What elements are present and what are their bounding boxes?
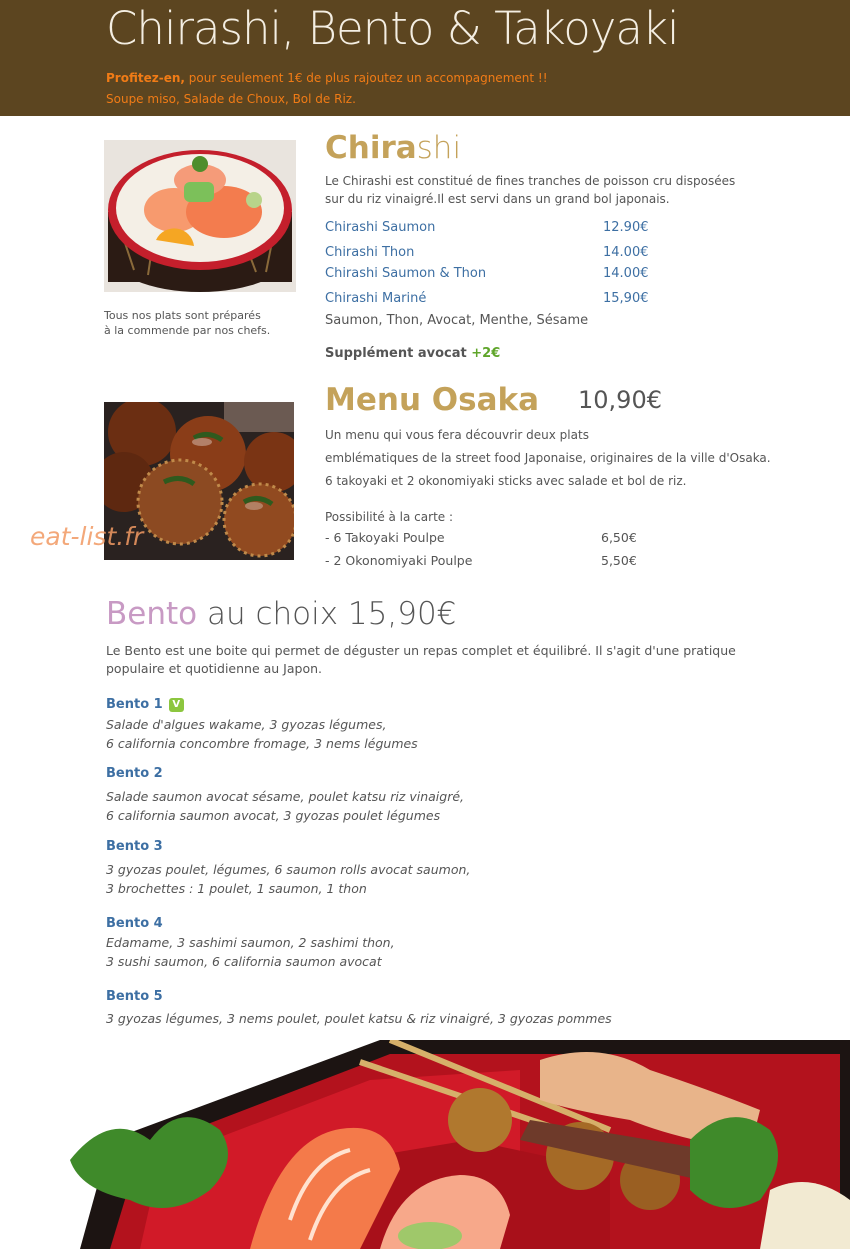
alacarte-item-price: 6,50€ xyxy=(601,530,637,545)
promo-lead: Profitez-en, xyxy=(106,71,185,85)
menu-item-name: Chirashi Saumon & Thon xyxy=(325,266,487,281)
bento-item-line: 3 sushi saumon, 6 california saumon avocat xyxy=(106,954,382,969)
menu-item-price: 14.00€ xyxy=(603,266,649,281)
bento-item-label: Bento 1 xyxy=(106,697,163,712)
bento-item-line: 3 gyozas légumes, 3 nems poulet, poulet katsu & riz vinaigré, 3 gyozas pommes xyxy=(106,1011,612,1026)
bento-item-name: Bento 5 xyxy=(106,989,163,1004)
promo-text xyxy=(106,68,548,110)
bento-item-contents xyxy=(106,933,395,971)
bento-item-name: Bento 3 xyxy=(106,839,163,854)
bento-item-contents xyxy=(106,715,418,753)
bento-item-line: Edamame, 3 sashimi saumon, 2 sashimi thon, xyxy=(106,935,395,950)
bento-item-name: Bento 4 xyxy=(106,916,163,931)
osaka-price: 10,90€ xyxy=(578,386,662,414)
supplement-price: +2€ xyxy=(471,346,501,361)
osaka-description xyxy=(325,424,771,493)
menu-item-price: 15,90€ xyxy=(603,291,649,306)
bento-item-line: 6 california saumon avocat, 3 gyozas poulet légumes xyxy=(106,808,441,823)
bento-item-name xyxy=(106,697,184,712)
chirashi-desc-line-2: sur du riz vinaigré.Il est servi dans un grand bol japonais. xyxy=(325,192,670,206)
avocado-supplement xyxy=(325,346,500,361)
chirashi-title-part-1: Chira xyxy=(325,130,417,166)
chirashi-title-part-2: shi xyxy=(416,130,462,166)
header-banner xyxy=(0,0,850,116)
bento-desc-line-2: populaire et quotidienne au Japon. xyxy=(106,661,323,676)
bento-desc-line-1: Le Bento est une boite qui permet de déguster un repas complet et équilibré. Il s'agit d'une pratique xyxy=(106,643,736,658)
bento-item-contents xyxy=(106,787,464,825)
bento-box-photo xyxy=(50,1040,850,1249)
menu-item-name: Chirashi Thon xyxy=(325,245,415,260)
alacarte-item-name: - 2 Okonomiyaki Poulpe xyxy=(325,553,473,568)
promo-line-1 xyxy=(106,68,548,89)
osaka-desc-line-3: 6 takoyaki et 2 okonomiyaki sticks avec salade et bol de riz. xyxy=(325,474,687,488)
osaka-title: Menu Osaka xyxy=(325,382,540,418)
page-title: Chirashi, Bento & Takoyaki xyxy=(106,2,679,55)
chirashi-photo xyxy=(104,140,296,292)
chef-note-line-2: à la commende par nos chefs. xyxy=(104,324,271,337)
bento-item-name: Bento 2 xyxy=(106,766,163,781)
bento-description xyxy=(106,642,736,678)
vegetarian-icon: V xyxy=(169,698,184,712)
supplement-label: Supplément avocat xyxy=(325,346,472,361)
osaka-desc-line-1: Un menu qui vous fera découvrir deux plats xyxy=(325,428,589,442)
chirashi-title xyxy=(325,130,461,166)
menu-item-price: 14.00€ xyxy=(603,245,649,260)
promo-line-1-rest: pour seulement 1€ de plus rajoutez un accompagnement !! xyxy=(184,71,548,85)
bento-item-contents xyxy=(106,860,470,898)
menu-item xyxy=(325,220,650,240)
bento-title-part-1: Bento xyxy=(106,596,198,632)
alacarte-label: Possibilité à la carte : xyxy=(325,510,454,524)
bento-item-contents xyxy=(106,1009,612,1028)
bento-title xyxy=(106,596,456,632)
bento-item-line: Salade d'algues wakame, 3 gyozas légumes, xyxy=(106,717,387,732)
osaka-desc-line-2: emblématiques de la street food Japonaise, originaires de la ville d'Osaka. xyxy=(325,451,771,465)
chef-note-line-1: Tous nos plats sont préparés xyxy=(104,309,261,322)
bento-item-line: 6 california concombre fromage, 3 nems légumes xyxy=(106,736,418,751)
chirashi-description xyxy=(325,172,735,208)
chef-note xyxy=(104,308,270,338)
menu-item-price: 12.90€ xyxy=(603,220,649,235)
bento-item-line: 3 gyozas poulet, légumes, 6 saumon rolls avocat saumon, xyxy=(106,862,471,877)
bento-item-line: 3 brochettes : 1 poulet, 1 saumon, 1 thon xyxy=(106,881,367,896)
alacarte-item-price: 5,50€ xyxy=(601,553,637,568)
menu-item xyxy=(325,291,650,311)
chirashi-desc-line-1: Le Chirashi est constitué de fines tranches de poisson cru disposées xyxy=(325,174,736,188)
bento-title-part-2: au choix 15,90€ xyxy=(197,596,457,632)
menu-item-name: Chirashi Saumon xyxy=(325,220,436,235)
alacarte-item-name: - 6 Takoyaki Poulpe xyxy=(325,530,445,545)
menu-item-name: Chirashi Mariné xyxy=(325,291,427,306)
menu-item xyxy=(325,266,650,286)
watermark: eat-list.fr xyxy=(30,522,144,551)
promo-line-2: Soupe miso, Salade de Choux, Bol de Riz. xyxy=(106,92,356,106)
bento-item-line: Salade saumon avocat sésame, poulet katsu riz vinaigré, xyxy=(106,789,465,804)
chirashi-ingredients: Saumon, Thon, Avocat, Menthe, Sésame xyxy=(325,313,589,328)
menu-item xyxy=(325,245,650,265)
